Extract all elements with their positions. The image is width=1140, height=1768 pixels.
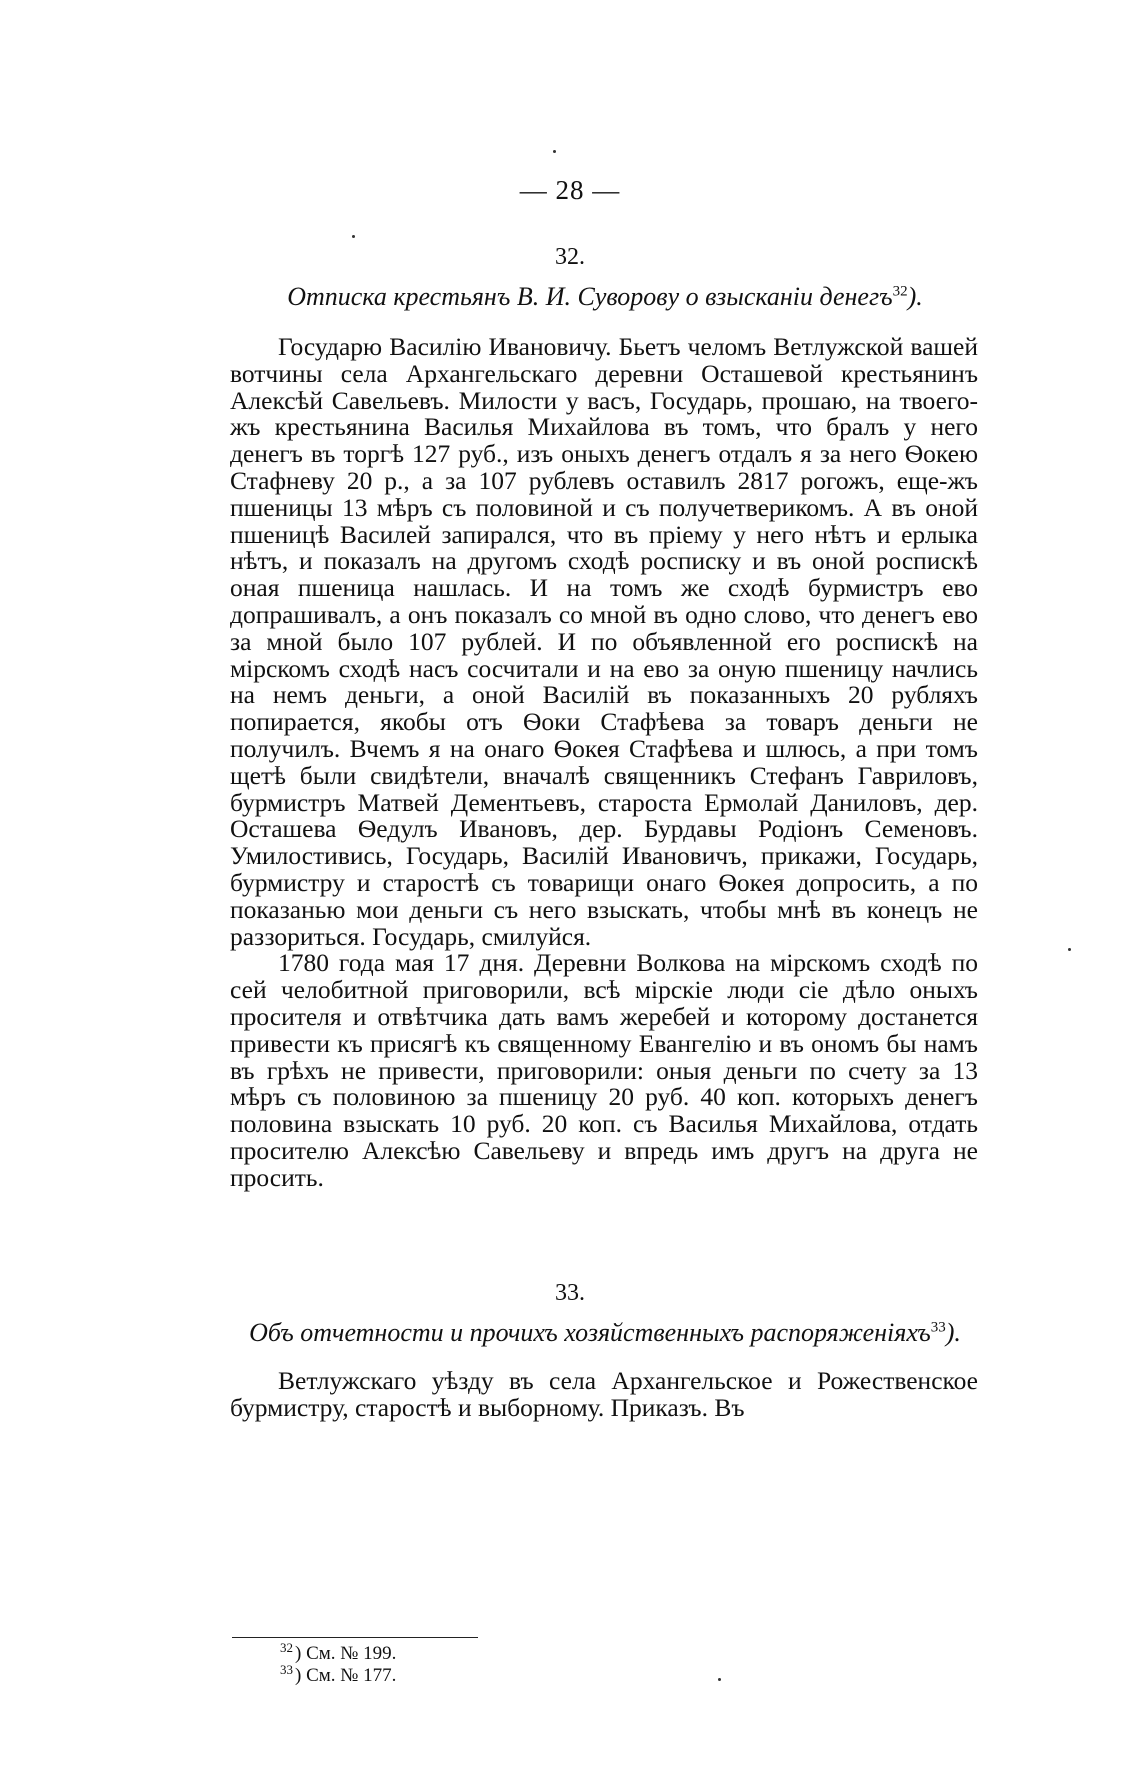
document-body-32 — [230, 334, 978, 1192]
document-number-32: 32. — [555, 244, 585, 270]
title-suffix: ). — [945, 1318, 961, 1347]
footnote-label: 33 — [280, 1661, 293, 1677]
document-title-text: Объ отчетности и прочихъ хозяйственныхъ распоряженіяхъ — [249, 1318, 931, 1347]
document-title-33 — [220, 1318, 990, 1348]
scan-speck — [553, 150, 556, 153]
document-title-text: Отписка крестьянъ В. И. Суворову о взысканіи денегъ — [287, 282, 893, 311]
paragraph: Ветлужскаго уѣзду въ села Архангельское и Рожественское бурмистру, старостѣ и выборному. Приказъ. Въ — [230, 1366, 978, 1422]
paragraph: 1780 года мая 17 дня. Деревни Волкова на мірскомъ сходѣ по сей челобитной приговорили, всѣ мірскіе люди сіе дѣло оныхъ просителя и отвѣтчика дать вамъ жеребей и которому достанется привести къ присягѣ къ священному Евангелію и въ ономъ бы намъ въ грѣхъ не привести, приговорили: оныя деньги по счету за 13 мѣръ съ половиною за пшеницу 20 руб. 40 коп. которыхъ денегъ половина взыскать 10 руб. 20 коп. съ Василья Михайлова, отдать просителю Алексѣю Савельеву и впредь имъ другъ на друга не просить. — [230, 948, 978, 1192]
footnote-reference: 32 — [892, 283, 908, 300]
document-title-32 — [220, 282, 990, 312]
scan-speck — [718, 1678, 721, 1681]
footnotes — [280, 1639, 397, 1687]
footnote-divider — [232, 1637, 478, 1638]
footnote-text: ) См. № 177. — [295, 1665, 397, 1686]
footnote — [280, 1639, 397, 1665]
paragraph: Государю Василію Ивановичу. Бьетъ челомъ Ветлужской вашей вотчины села Архангельскаго деревни Осташевой крестьянинъ Алексѣй Савельевъ. Милости у васъ, Государь, прошаю, на твоего-жъ крестьянина Василья Михайлова въ томъ, что бралъ у него денегъ въ торгѣ 127 руб., изъ оныхъ денегъ отдалъ я за него Ѳокею Стафневу 20 р., а за 107 рублевъ оставилъ 2817 рогожъ, еще-жъ пшеницы 13 мѣръ съ половиной и съ получетверикомъ. А въ оной пшеницѣ Василей запирался, что въ пріему у него нѣтъ и ерлыка нѣтъ, и показалъ на другомъ сходѣ росписку и въ оной роспискѣ оная пшеница нашлась. И на томъ же сходѣ бурмистръ ево допрашивалъ, а онъ показалъ со мной въ одно слово, что денегъ ево за мной было 107 рублей. И по объявленной его роспискѣ на мірскомъ сходѣ насъ сосчитали и на ево за оную пшеницу начлись на немъ деньги, а оной Василій въ показанныхъ 20 рубляхъ попирается, якобы отъ Ѳоки Стафѣева за товаръ деньги не получилъ. Вчемъ я на онаго Ѳокея Стафѣева и шлюсь, а при томъ щетѣ были свидѣтели, вначалѣ священникъ Стефанъ Гавриловъ, бурмистръ Матвей Дементьевъ, староста Ермолай Даниловъ, дер. Осташева Ѳедулъ Ивановъ, дер. Бурдавы Родіонъ Семеновъ. Умилостивись, Государь, Василій Ивановичъ, прикажи, Государь, бурмистру и старостѣ съ товарищи онаго Ѳокея допросить, а по показанью мои деньги съ него взыскать, чтобы мнѣ въ конецъ не раззориться. Государь, смилуйся. — [230, 332, 978, 951]
page-number: — 28 — — [519, 175, 621, 205]
scan-speck — [352, 235, 355, 238]
document-body-33 — [230, 1368, 978, 1422]
footnote-text: ) См. № 199. — [295, 1643, 397, 1664]
title-suffix: ). — [907, 282, 923, 311]
footnote — [280, 1661, 397, 1687]
document-number-33: 33. — [555, 1280, 585, 1306]
scan-speck — [1068, 948, 1071, 951]
footnote-label: 32 — [280, 1639, 293, 1655]
footnote-reference: 33 — [930, 1319, 946, 1336]
